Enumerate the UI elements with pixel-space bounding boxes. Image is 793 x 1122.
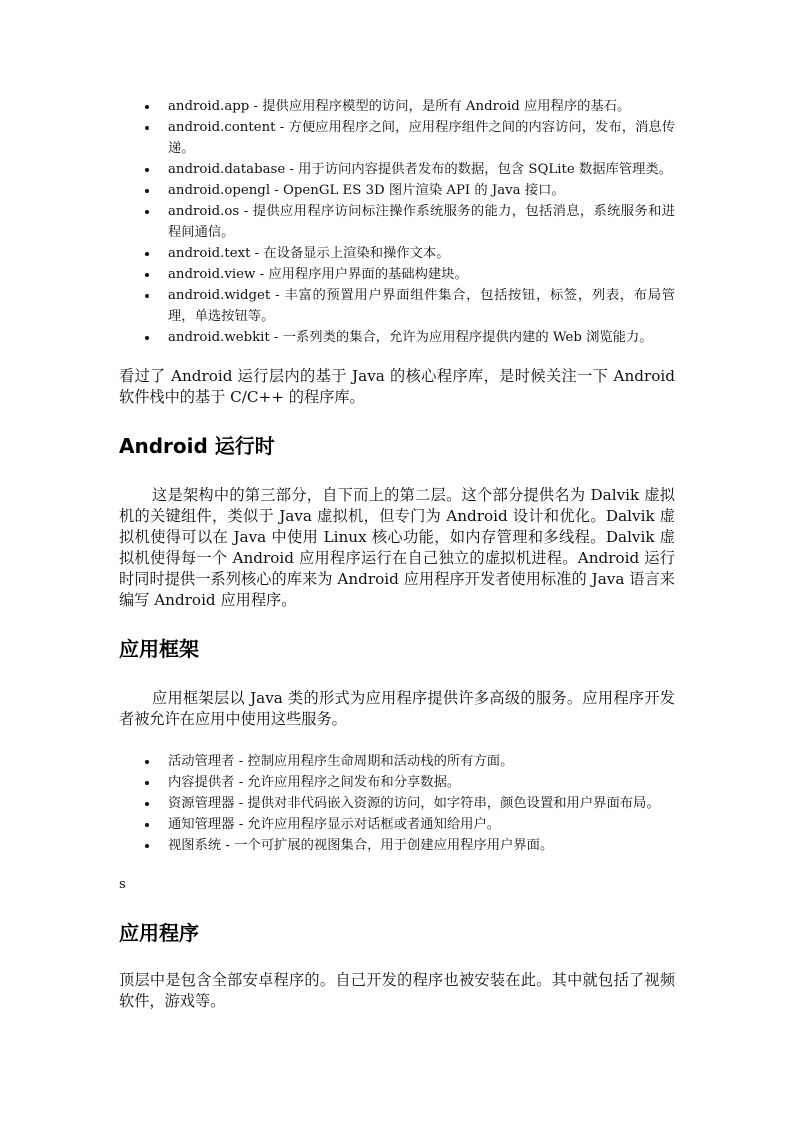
list-item: 内容提供者 - 允许应用程序之间发布和分享数据。	[119, 772, 675, 793]
bullet-icon	[145, 760, 149, 764]
list-item: android.os - 提供应用程序访问标注操作系统服务的能力，包括消息，系统服务和进程间通信。	[119, 201, 675, 243]
stray-character: s	[119, 877, 126, 892]
list-item: android.content - 方便应用程序之间，应用程序组件之间的内容访问，发布，消息传递。	[119, 117, 675, 159]
bullet-icon	[145, 781, 149, 785]
framework-paragraph: 应用框架层以 Java 类的形式为应用程序提供许多高级的服务。应用程序开发者被允许在应用中使用这些服务。	[119, 689, 675, 728]
bullet-icon	[145, 189, 149, 193]
list-item: android.app - 提供应用程序模型的访问，是所有 Android 应用程序的基石。	[119, 96, 675, 117]
bullet-icon	[145, 273, 149, 277]
bullet-icon	[145, 844, 149, 848]
list-item: android.opengl - OpenGL ES 3D 图片渲染 API 的 Java 接口。	[119, 180, 675, 201]
list-item: android.view - 应用程序用户界面的基础构建块。	[119, 264, 675, 285]
bullet-icon	[145, 126, 149, 130]
list-item: android.database - 用于访问内容提供者发布的数据，包含 SQLite 数据库管理类。	[119, 159, 675, 180]
list-item: android.text - 在设备显示上渲染和操作文本。	[119, 243, 675, 264]
list-item: android.webkit - 一系列类的集合，允许为应用程序提供内建的 Web 浏览能力。	[119, 327, 675, 348]
applications-paragraph: 顶层中是包含全部安卓程序的。自己开发的程序也被安装在此。其中就包括了视频软件，游戏等。	[119, 971, 675, 1010]
bullet-icon	[145, 252, 149, 256]
list-item: 资源管理器 - 提供对非代码嵌入资源的访问，如字符串，颜色设置和用户界面布局。	[119, 793, 675, 814]
document-content	[119, 92, 675, 1012]
bullet-icon	[145, 210, 149, 214]
intro-paragraph: 看过了 Android 运行层内的基于 Java 的核心程序库，是时候关注一下 Android 软件栈中的基于 C/C++ 的程序库。	[119, 367, 675, 406]
list-item: 视图系统 - 一个可扩展的视图集合，用于创建应用程序用户界面。	[119, 835, 675, 856]
android-packages-list	[119, 96, 675, 348]
list-item: android.widget - 丰富的预置用户界面组件集合，包括按钮，标签，列表，布局管理，单选按钮等。	[119, 285, 675, 327]
list-item: 通知管理器 - 允许应用程序显示对话框或者通知给用户。	[119, 814, 675, 835]
section-heading-applications: 应用程序	[119, 921, 199, 945]
section-heading-app-framework: 应用框架	[119, 637, 199, 661]
bullet-icon	[145, 294, 149, 298]
bullet-icon	[145, 336, 149, 340]
list-item: 活动管理者 - 控制应用程序生命周期和活动栈的所有方面。	[119, 751, 675, 772]
bullet-icon	[145, 105, 149, 109]
bullet-icon	[145, 802, 149, 806]
section-heading-android-runtime: Android 运行时	[119, 434, 275, 458]
runtime-paragraph: 这是架构中的第三部分，自下而上的第二层。这个部分提供名为 Dalvik 虚拟机的关键组件，类似于 Java 虚拟机，但专门为 Android 设计和优化。Dalvik 虚拟机使得可以在 Java 中使用 Linux 核心功能，如内存管理和多线程。Dalvik 虚拟机使得每一个 Android 应用程序运行在自己独立的虚拟机进程。Android 运行时同时提供一系列核心的库来为 Android 应用程序开发者使用标准的 Java 语言来编写 Android 应用程序。	[119, 486, 675, 609]
bullet-icon	[145, 168, 149, 172]
bullet-icon	[145, 823, 149, 827]
framework-services-list	[119, 751, 675, 856]
